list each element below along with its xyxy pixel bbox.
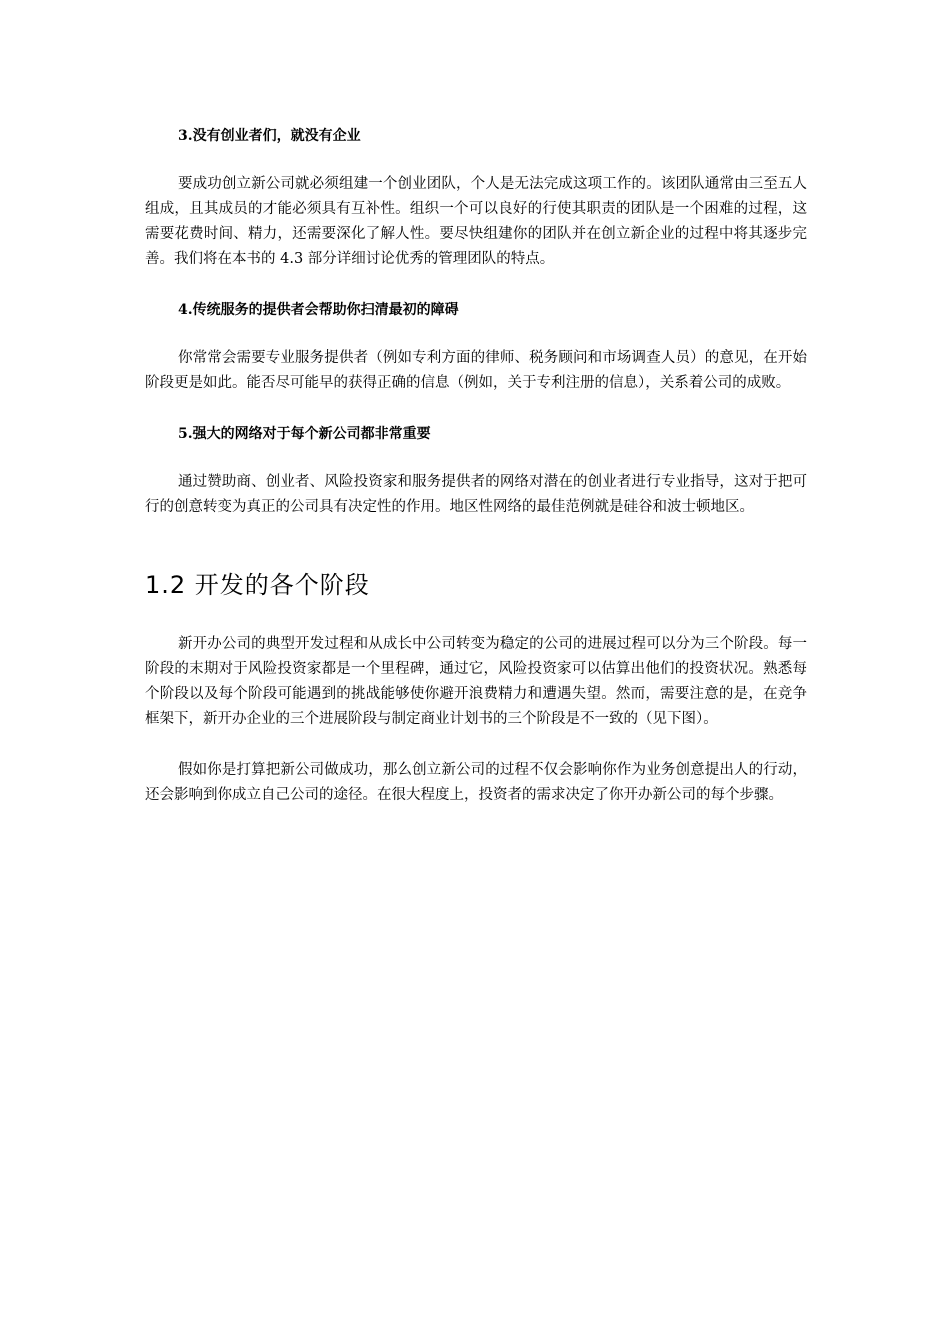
spacer xyxy=(145,396,807,422)
subheading-network: 5.强大的网络对于每个新公司都非常重要 xyxy=(178,426,431,442)
page-content xyxy=(145,124,807,808)
paragraph-stages: 新开办公司的典型开发过程和从成长中公司转变为稳定的公司的进展过程可以分为三个阶段。每一阶段的末期对于风险投资家都是一个里程碑，通过它，风险投资家可以估算出他们的投资状况。熟悉每个阶段以及每个阶段可能遇到的挑战能够使你避开浪费精力和遭遇失望。然而，需要注意的是，在竞争框架下，新开办企业的三个进展阶段与制定商业计划书的三个阶段是不一致的（见下图）。 xyxy=(145,636,807,727)
spacer xyxy=(145,322,807,346)
spacer xyxy=(145,446,807,470)
section-title: 1.2 开发的各个阶段 xyxy=(145,571,370,599)
spacer xyxy=(145,272,807,298)
paragraph-investors: 假如你是打算把新公司做成功，那么创立新公司的过程不仅会影响你作为业务创意提出人的行动，还会影响到你成立自己公司的途径。在很大程度上，投资者的需求决定了你开办新公司的每个步骤。 xyxy=(145,762,807,803)
spacer xyxy=(145,148,807,172)
spacer xyxy=(145,520,807,568)
spacer xyxy=(145,732,807,758)
subheading-service-providers: 4.传统服务的提供者会帮助你扫清最初的障碍 xyxy=(178,302,459,318)
paragraph-service-providers: 你常常会需要专业服务提供者（例如专利方面的律师、税务顾问和市场调查人员）的意见，在开始阶段更是如此。能否尽可能早的获得正确的信息（例如，关于专利注册的信息），关系着公司的成败。 xyxy=(145,350,807,391)
subheading-entrepreneurs: 3.没有创业者们，就没有企业 xyxy=(178,128,361,144)
spacer xyxy=(145,602,807,632)
paragraph-network: 通过赞助商、创业者、风险投资家和服务提供者的网络对潜在的创业者进行专业指导，这对于把可行的创意转变为真正的公司具有决定性的作用。地区性网络的最佳范例就是硅谷和波士顿地区。 xyxy=(145,474,807,515)
paragraph-team: 要成功创立新公司就必须组建一个创业团队，个人是无法完成这项工作的。该团队通常由三至五人组成，且其成员的才能必须具有互补性。组织一个可以良好的行使其职责的团队是一个困难的过程，这需要花费时间、精力，还需要深化了解人性。要尽快组建你的团队并在创立新企业的过程中将其逐步完善。我们将在本书的 4.3 部分详细讨论优秀的管理团队的特点。 xyxy=(145,176,807,267)
